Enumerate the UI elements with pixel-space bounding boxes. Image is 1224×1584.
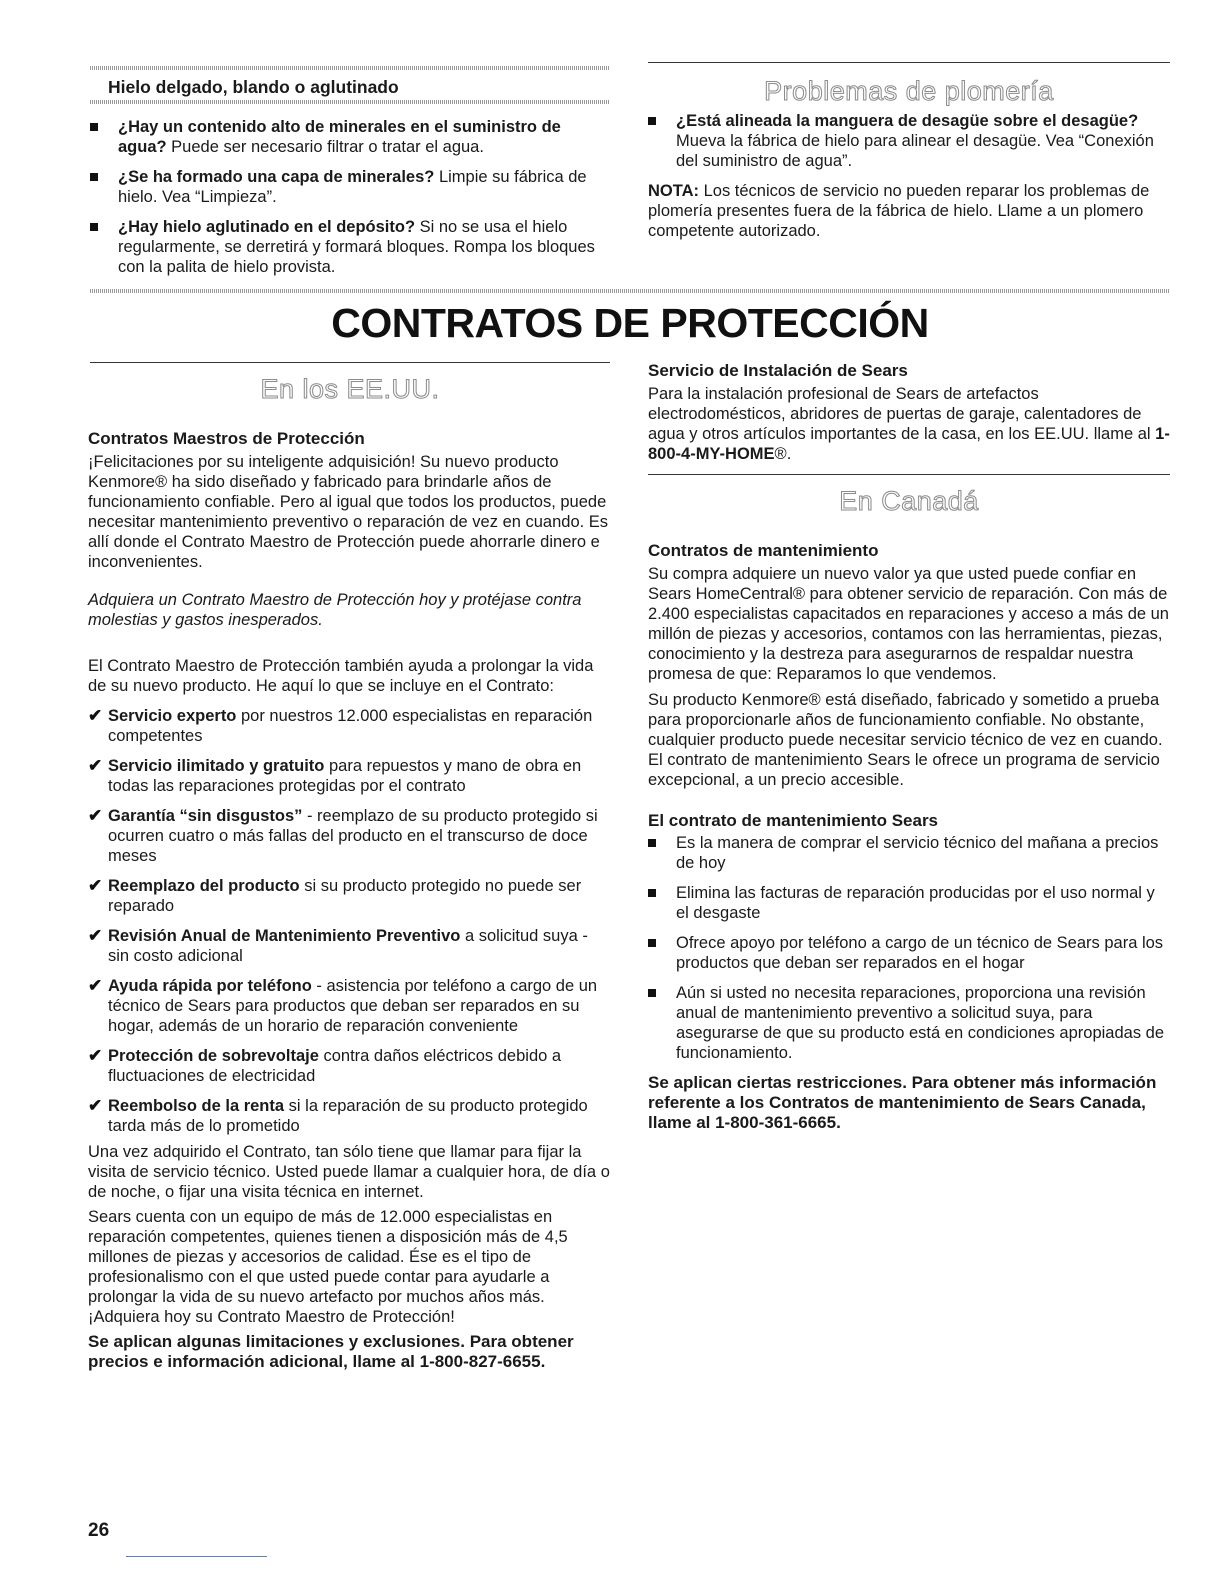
plumbing-list <box>648 111 1170 171</box>
us-subheading: Contratos Maestros de Protección <box>88 429 365 448</box>
check-icon: ✔ <box>88 756 103 775</box>
check-icon: ✔ <box>88 1046 103 1065</box>
install-section <box>648 360 1170 464</box>
check-icon: ✔ <box>88 1096 103 1115</box>
list-item: ✔ Protección de sobrevoltaje contra daños eléctricos debido a fluctuaciones de electricidad <box>88 1046 562 1085</box>
section-divider <box>90 289 1170 293</box>
top-left-hatch-rule <box>90 66 610 70</box>
page-number: 26 <box>88 1520 110 1541</box>
ice-problem-heading: Hielo delgado, blando o aglutinado <box>108 77 399 97</box>
us-para-2: El Contrato Maestro de Protección también ayuda a prolongar la vida de su nuevo producto. He aquí lo que se incluye en el Contrato: <box>88 657 594 695</box>
list-item: ¿Se ha formado una capa de minerales? Limpie su fábrica de hielo. Vea “Limpieza”. <box>90 167 610 207</box>
check-icon: ✔ <box>88 976 103 995</box>
us-benefits-list <box>88 706 610 1136</box>
list-item: ¿Hay un contenido alto de minerales en el suministro de agua? Puede ser necesario filtrar o tratar el agua. <box>90 117 610 157</box>
us-closing: Se aplican algunas limitaciones y exclusiones. Para obtener precios e información adicional, llame al 1-800-827-6655. <box>88 1332 574 1371</box>
ice-problem-list <box>90 117 610 277</box>
canada-benefits-list <box>648 833 1170 1063</box>
top-left-hatch-rule-bottom <box>90 100 610 104</box>
canada-subheading-2: El contrato de mantenimiento Sears <box>648 811 939 830</box>
canada-subheading: Contratos de mantenimiento <box>648 541 879 560</box>
list-item: Ofrece apoyo por teléfono a cargo de un técnico de Sears para los productos que deban ser reparados en el hogar <box>648 933 1170 973</box>
list-item: ✔ Servicio ilimitado y gratuito para repuestos y mano de obra en todas las reparaciones protegidas por el contrato <box>88 756 582 795</box>
list-item: ✔ Garantía “sin disgustos” - reemplazo de su producto protegido si ocurren cuatro o más fallas del producto en el transcurso de doce meses <box>88 806 598 865</box>
list-item: ✔ Reemplazo del producto si su producto protegido no puede ser reparado <box>88 876 582 915</box>
canada-para-1: Su compra adquiere un nuevo valor ya que usted puede confiar en Sears HomeCentral® para obtener servicio de reparación. Con más de 2.400 especialistas capacitados en reparaciones y acceso a más de un millón de piezas y accesorios, contamos con las herramientas, piezas, conocimiento y la destreza para asegurarnos de respaldar nuestra promesa de que: Reparamos lo que vendemos. <box>648 565 1169 683</box>
page-title: CONTRATOS DE PROTECCIÓN <box>331 300 929 346</box>
check-icon: ✔ <box>88 806 103 825</box>
check-icon: ✔ <box>88 706 103 725</box>
us-rule <box>90 362 610 363</box>
plumbing-section <box>648 111 1170 241</box>
plumbing-heading: Problemas de plomería <box>764 76 1054 106</box>
us-para-3: Una vez adquirido el Contrato, tan sólo tiene que llamar para fijar la visita de servicio técnico. Usted puede llamar a cualquier hora, de día o de noche, o fijar una visita técnica en internet. <box>88 1143 610 1201</box>
list-item: ✔ Ayuda rápida por teléfono - asistencia por teléfono a cargo de un técnico de Sears para productos que deban ser reparados en su hogar, además de un horario de reparación conveniente <box>88 976 598 1035</box>
us-italic-note: Adquiera un Contrato Maestro de Protección hoy y protéjase contra molestias y gastos inesperados. <box>88 591 582 629</box>
canada-rule <box>648 474 1170 475</box>
footer-rule <box>126 1556 267 1557</box>
check-icon: ✔ <box>88 926 103 945</box>
us-heading: En los EE.UU. <box>260 374 440 404</box>
us-section <box>88 428 610 1372</box>
list-item: ✔ Revisión Anual de Mantenimiento Preventivo a solicitud suya - sin costo adicional <box>88 926 588 965</box>
list-item: ¿Está alineada la manguera de desagüe sobre el desagüe? Mueva la fábrica de hielo para alinear el desagüe. Vea “Conexión del suministro de agua”. <box>648 111 1170 171</box>
list-item: Elimina las facturas de reparación producidas por el uso normal y el desgaste <box>648 883 1170 923</box>
canada-heading: En Canadá <box>839 486 979 516</box>
list-item: Es la manera de comprar el servicio técnico del mañana a precios de hoy <box>648 833 1170 873</box>
list-item: ¿Hay hielo aglutinado en el depósito? Si no se usa el hielo regularmente, se derretirá y formará bloques. Rompa los bloques con la palita de hielo provista. <box>90 217 610 277</box>
check-icon: ✔ <box>88 876 103 895</box>
canada-para-2: Su producto Kenmore® está diseñado, fabricado y sometido a prueba para proporcionarle años de funcionamiento confiable. No obstante, cualquier producto puede necesitar servicio técnico de vez en cuando. El contrato de mantenimiento Sears le ofrece un programa de servicio excepcional, a un precio accesible. <box>648 691 1163 789</box>
install-heading: Servicio de Instalación de Sears <box>648 361 908 380</box>
canada-section <box>648 540 1170 1133</box>
canada-closing: Se aplican ciertas restricciones. Para obtener más información referente a los Contratos de mantenimiento de Sears Canada, llame al 1-800-361-6665. <box>648 1073 1157 1132</box>
top-right-rule <box>648 62 1170 63</box>
us-intro: ¡Felicitaciones por su inteligente adquisición! Su nuevo producto Kenmore® ha sido diseñado y fabricado para brindarle años de funcionamiento confiable. Pero al igual que todos los productos, puede necesitar mantenimiento preventivo o reparación de vez en cuando. Es allí donde el Contrato Maestro de Protección puede ahorrarle dinero e inconvenientes. <box>88 453 609 571</box>
install-text: Para la instalación profesional de Sears de artefactos electrodomésticos, abridores de puertas de garaje, calentadores de agua y otros artículos importantes de la casa, en los EE.UU. llame al 1-800-4-MY-HOME®. <box>648 385 1170 463</box>
list-item: ✔ Reembolso de la renta si la reparación de su producto protegido tarda más de lo prometido <box>88 1096 588 1135</box>
list-item: ✔ Servicio experto por nuestros 12.000 especialistas en reparación competentes <box>88 706 593 745</box>
plumbing-note: NOTA: Los técnicos de servicio no pueden reparar los problemas de plomería presentes fuera de la fábrica de hielo. Llame a un plomero competente autorizado. <box>648 182 1150 240</box>
list-item: Aún si usted no necesita reparaciones, proporciona una revisión anual de mantenimiento preventivo a solicitud suya, para asegurarse de que su producto está en condiciones apropiadas de funcionamiento. <box>648 983 1170 1063</box>
us-para-4: Sears cuenta con un equipo de más de 12.000 especialistas en reparación competentes, quienes tienen a disposición más de 4,5 millones de piezas y accesorios de calidad. Ése es el tipo de profesionalismo con el que usted puede contar para ayudarle a prolongar la vida de su nuevo artefacto por muchos años más. ¡Adquiera hoy su Contrato Maestro de Protección! <box>88 1208 568 1326</box>
